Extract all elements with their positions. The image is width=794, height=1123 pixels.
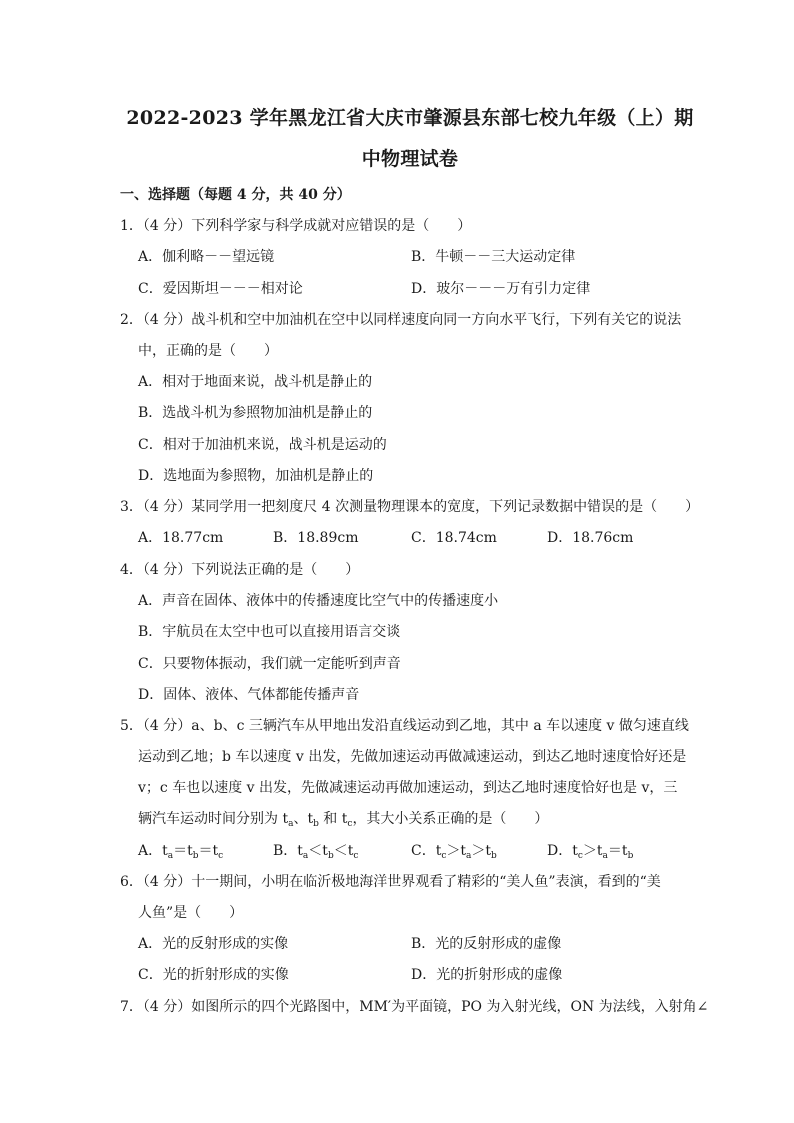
question-4-stem: 4．（4 分）下列说法正确的是（ ） [120, 562, 360, 578]
q3-option-c: C．18.74cm [411, 530, 497, 546]
q2-option-c: C．相对于加油机来说，战斗机是运动的 [138, 437, 387, 453]
question-6-stem-line-1: 6．（4 分）十一期间，小明在临沂极地海洋世界观看了精彩的“美人鱼”表演，看到的“美 [120, 874, 661, 890]
q1-option-b: B．牛顿－－三大运动定律 [411, 249, 576, 265]
q6-option-b: B．光的反射形成的虚像 [411, 936, 562, 952]
q2-option-b: B．选战斗机为参照物加油机是静止的 [138, 405, 373, 421]
q6-option-c: C．光的折射形成的实像 [138, 967, 289, 983]
q5-option-d: D．$t_c>t_a=t_b$ [547, 843, 634, 861]
q1-option-d: D．玻尔－－－万有引力定律 [411, 281, 591, 297]
q2-option-a: A．相对于地面来说，战斗机是静止的 [138, 374, 373, 390]
question-5-stem-line-3: v；c 车也以速度 v 出发，先做减速运动再做加速运动，到达乙地时速度恰好也是 v，三 [138, 780, 678, 796]
q1-option-a: A．伽利略－－望远镜 [138, 249, 275, 265]
q5-option-c: C．$t_c>t_a>t_b$ [411, 843, 497, 861]
q4-option-b: B．宇航员在太空中也可以直接用语言交谈 [138, 624, 401, 640]
q6-option-d: D．光的折射形成的虚像 [411, 967, 563, 983]
q6-option-a: A．光的反射形成的实像 [138, 936, 289, 952]
q4-option-a: A．声音在固体、液体中的传播速度比空气中的传播速度小 [138, 593, 499, 609]
question-5-stem-line-2: 运动到乙地；b 车以速度 v 出发，先做加速运动再做减速运动，到达乙地时速度恰好还是 [138, 749, 687, 765]
page-title-line-1: 2022-2023 学年黑龙江省大庆市肇源县东部七校九年级（上）期 [126, 107, 694, 129]
question-5-stem-line-1: 5．（4 分）a、b、c 三辆汽车从甲地出发沿直线运动到乙地，其中 a 车以速度 v 做匀速直线 [120, 718, 689, 734]
section-heading: 一、选择题（每题 4 分，共 40 分） [120, 187, 351, 203]
question-6-stem-line-2: 人鱼”是（ ） [138, 905, 244, 921]
q4-option-c: C．只要物体振动，我们就一定能听到声音 [138, 656, 401, 672]
q4-option-d: D．固体、液体、气体都能传播声音 [138, 687, 360, 703]
question-1-stem: 1．（4 分）下列科学家与科学成就对应错误的是（ ） [120, 218, 472, 234]
question-3-stem: 3．（4 分）某同学用一把刻度尺 4 次测量物理课本的宽度，下列记录数据中错误的是（ ） [120, 499, 700, 515]
q2-option-d: D．选地面为参照物，加油机是静止的 [138, 468, 374, 484]
q5-option-b: B．$t_a<t_b<t_c$ [273, 843, 359, 861]
question-2-stem-line-2: 中，正确的是（ ） [138, 343, 278, 359]
page-title-line-2: 中物理试卷 [361, 148, 459, 170]
question-7-stem: 7．（4 分）如图所示的四个光路图中，MM′为平面镜，PO 为入射光线，ON 为法线，入射角∠ [120, 999, 709, 1015]
q3-option-a: A．18.77cm [138, 530, 224, 546]
q5-option-a: A．$t_a=t_b=t_c$ [138, 843, 224, 861]
question-5-stem-line-4: 辆汽车运动时间分别为 $t_a$、$t_b$ 和 $t_c$，其大小关系正确的是（ ） [138, 811, 549, 829]
q1-option-c: C．爱因斯坦－－－相对论 [138, 281, 303, 297]
q3-option-d: D．18.76cm [547, 530, 634, 546]
q3-option-b: B．18.89cm [273, 530, 359, 546]
question-2-stem-line-1: 2．（4 分）战斗机和空中加油机在空中以同样速度向同一方向水平飞行，下列有关它的说法 [120, 312, 682, 328]
